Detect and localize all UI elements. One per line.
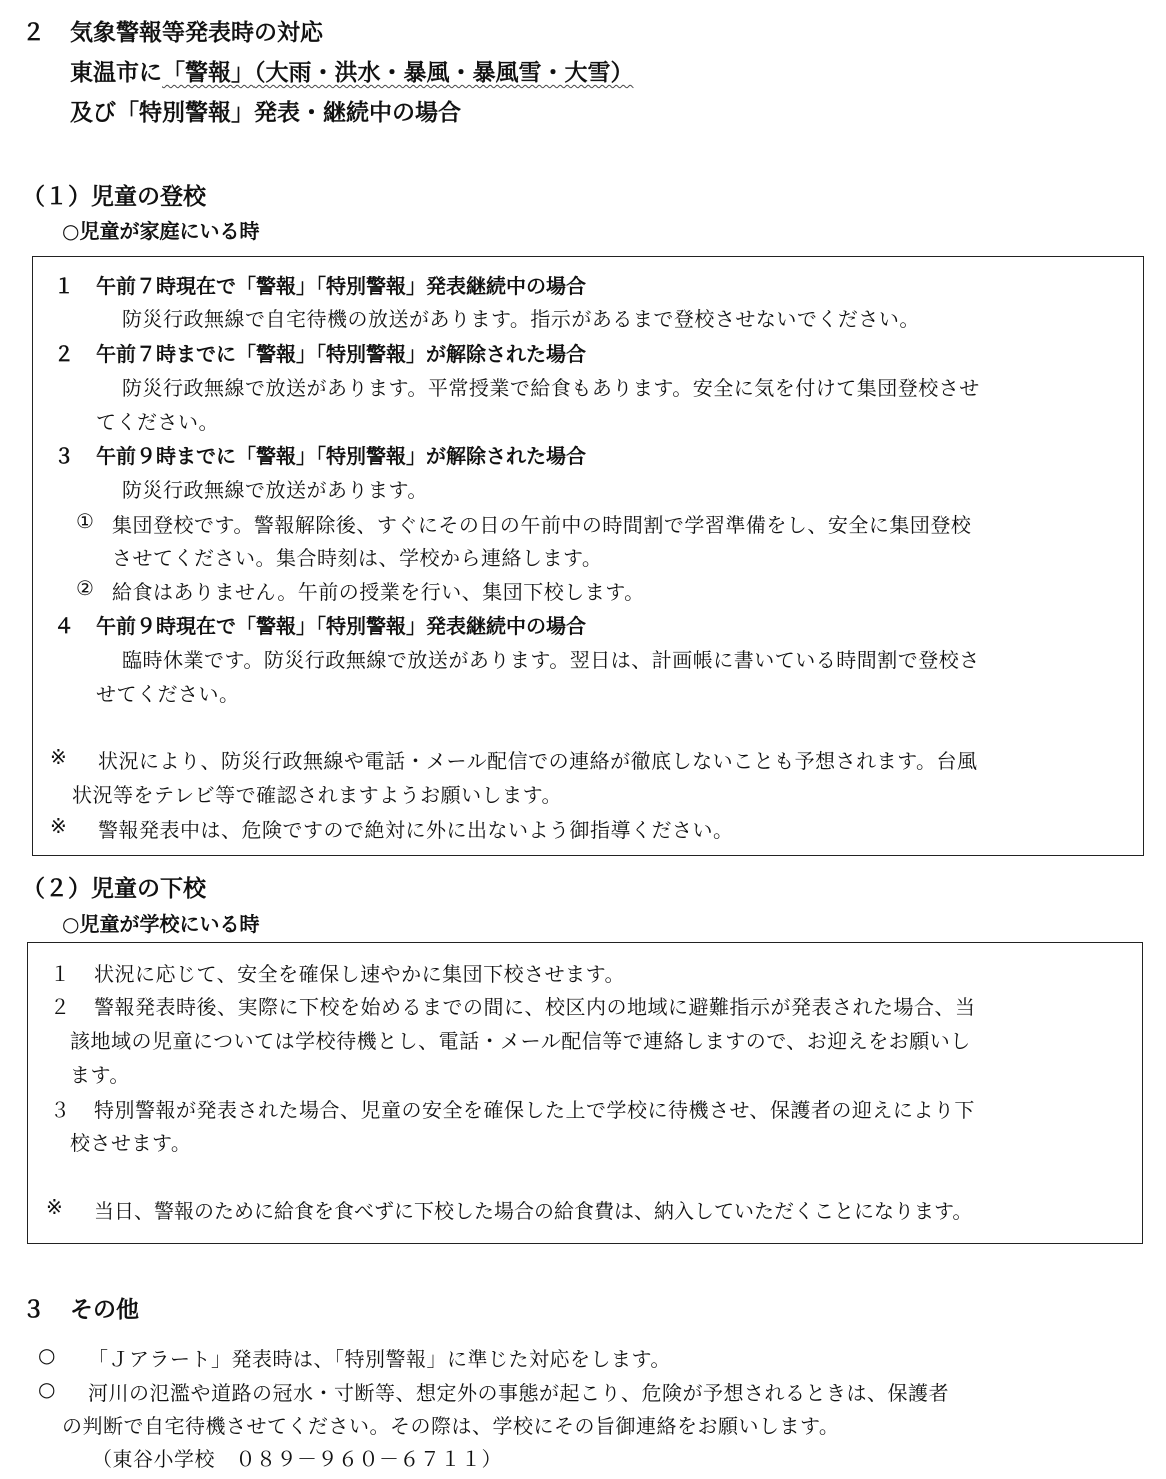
p1-item-1-number: １ xyxy=(54,274,74,298)
section-2-title: 気象警報等発表時の対応 xyxy=(70,20,323,46)
p2-item-2-text-cont-2: ます。 xyxy=(70,1063,130,1087)
p2-item-3-text-cont: 校させます。 xyxy=(70,1131,192,1155)
part-1-heading: （１）児童の登校 xyxy=(22,184,206,210)
p1-sub-2-text: 給食はありません。午前の授業を行い、集団下校します。 xyxy=(112,580,645,604)
p1-item-1-title: 午前７時現在で「警報」「特別警報」発表継続中の場合 xyxy=(96,274,586,298)
p2-item-2-number: ２ xyxy=(50,995,71,1019)
p1-note-2-text: 警報発表中は、危険ですので絶対に外に出ないよう御指導ください。 xyxy=(98,818,734,842)
p1-item-3-number: ３ xyxy=(54,444,74,468)
p1-note-1-mark: ※ xyxy=(50,745,68,769)
p1-item-3-title: 午前９時までに「警報」「特別警報」が解除された場合 xyxy=(96,444,586,468)
section-3-title: その他 xyxy=(70,1297,139,1323)
p1-item-4-text-cont: せてください。 xyxy=(96,682,240,706)
p1-item-3-text: 防災行政無線で放送があります。 xyxy=(122,478,428,502)
part-2-subheading: ○児童が学校にいる時 xyxy=(62,912,260,936)
p1-sub-1-text: 集団登校です。警報解除後、すぐにその日の午前中の時間割で学習準備をし、安全に集団登校 xyxy=(112,513,972,537)
p1-note-2-mark: ※ xyxy=(50,814,68,838)
part-2-heading: （２）児童の下校 xyxy=(22,876,206,902)
section-2-line3: 及び「特別警報」発表・継続中の場合 xyxy=(70,100,461,126)
p2-item-1-number: １ xyxy=(50,962,71,986)
section-2-line2-wavy: （大雨・洪水・暴風・暴風雪・大雪） xyxy=(254,60,634,86)
section-2-line2-pre: 東温市に xyxy=(70,60,162,86)
p1-sub-1-mark: ① xyxy=(76,509,95,533)
p2-item-3-number: ３ xyxy=(50,1098,71,1122)
p1-item-1-text: 防災行政無線で自宅待機の放送があります。指示があるまで登校させないでください。 xyxy=(122,307,920,331)
p2-item-2-text-cont-1: 該地域の児童については学校待機とし、電話・メール配信等で連絡しますので、お迎えをお願いし xyxy=(70,1029,971,1053)
p2-item-1-text: 状況に応じて、安全を確保し速やかに集団下校させます。 xyxy=(94,962,625,986)
school-contact: （東谷小学校 ０８９－９６０－６７１１） xyxy=(92,1447,502,1471)
p1-item-2-text: 防災行政無線で放送があります。平常授業で給食もあります。安全に気を付けて集団登校させ xyxy=(122,376,980,400)
section-2-line2-mid: 「警報」 xyxy=(162,60,254,86)
p1-sub-2-mark: ② xyxy=(76,576,95,600)
p1-item-2-number: ２ xyxy=(54,342,74,366)
p2-note-text: 当日、警報のために給食を食べずに下校した場合の給食費は、納入していただくことになります。 xyxy=(94,1199,973,1223)
p1-sub-1-text-cont: させてください。集合時刻は、学校から連絡します。 xyxy=(112,546,603,570)
p2-note-mark: ※ xyxy=(46,1195,64,1219)
section-2-number: ２ xyxy=(22,20,45,46)
p1-item-4-title: 午前９時現在で「警報」「特別警報」発表継続中の場合 xyxy=(96,614,586,638)
p2-item-2-text: 警報発表時後、実際に下校を始めるまでの間に、校区内の地域に避難指示が発表された場合、当 xyxy=(94,995,976,1019)
p1-item-2-title: 午前７時までに「警報」「特別警報」が解除された場合 xyxy=(96,342,586,366)
s3-item-1-mark: ○ xyxy=(38,1343,56,1367)
s3-item-2-text: 河川の氾濫や道路の冠水・寸断等、想定外の事態が起こり、危険が予想されるときは、保護者 xyxy=(88,1381,949,1405)
part-1-subheading: ○児童が家庭にいる時 xyxy=(62,219,260,243)
p1-item-4-number: ４ xyxy=(54,614,74,638)
p2-item-3-text: 特別警報が発表された場合、児童の安全を確保した上で学校に待機させ、保護者の迎えにより下 xyxy=(94,1098,975,1122)
s3-item-2-mark: ○ xyxy=(38,1377,56,1401)
section-2-line2 xyxy=(70,54,634,87)
s3-item-1-text: 「Ｊアラート」発表時は、「特別警報」に準じた対応をします。 xyxy=(88,1347,671,1371)
section-3-number: ３ xyxy=(22,1297,45,1323)
p1-item-4-text: 臨時休業です。防災行政無線で放送があります。翌日は、計画帳に書いている時間割で登校さ xyxy=(122,648,980,672)
p1-note-1-text: 状況により、防災行政無線や電話・メール配信での連絡が徹底しないことも予想されます。台風 xyxy=(98,749,978,773)
s3-item-2-text-cont: の判断で自宅待機させてください。その際は、学校にその旨御連絡をお願いします。 xyxy=(62,1414,840,1438)
p1-item-2-text-cont: てください。 xyxy=(96,410,219,434)
p1-note-1-text-cont: 状況等をテレビ等で確認されますようお願いします。 xyxy=(72,783,562,807)
